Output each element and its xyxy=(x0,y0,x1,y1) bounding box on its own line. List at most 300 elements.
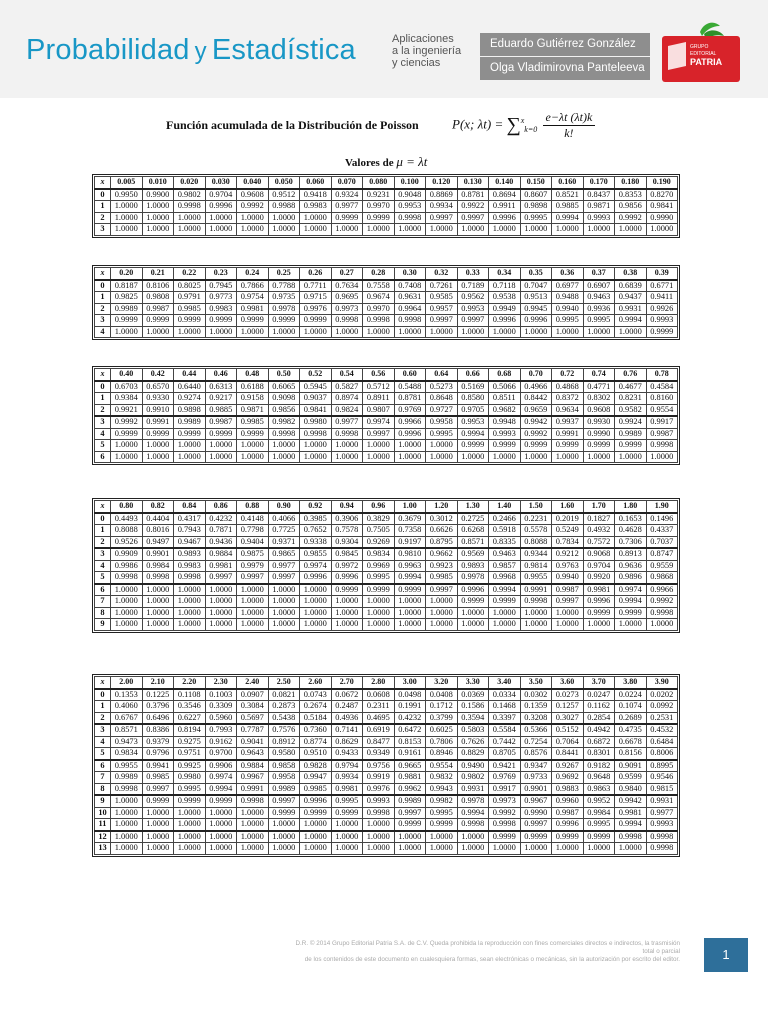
table-cell: 1.0000 xyxy=(205,451,237,463)
table-cell: 0.9304 xyxy=(331,536,363,548)
table-cell: 0.9922 xyxy=(457,201,489,213)
row-label: 9 xyxy=(95,795,111,807)
table-cell: 0.9554 xyxy=(646,404,678,416)
table-cell: 0.9998 xyxy=(489,819,521,831)
table-cell: 0.8781 xyxy=(394,393,426,405)
table-cell: 0.4066 xyxy=(268,513,300,525)
table-cell: 0.8576 xyxy=(520,748,552,760)
table-row xyxy=(95,381,678,393)
table-cell: 0.9808 xyxy=(142,292,174,304)
table-cell: 0.8270 xyxy=(646,189,678,201)
column-header: 0.50 xyxy=(268,369,300,381)
table-cell: 1.0000 xyxy=(142,201,174,213)
table-cell: 1.0000 xyxy=(205,584,237,596)
table-cell: 0.9999 xyxy=(268,807,300,819)
formula-fraction xyxy=(543,110,596,141)
table-cell: 0.9990 xyxy=(646,212,678,224)
table-cell: 0.8648 xyxy=(426,393,458,405)
table-cell: 0.8088 xyxy=(520,536,552,548)
table-cell: 0.6227 xyxy=(174,712,206,724)
table-cell: 0.9692 xyxy=(552,772,584,784)
column-header: 0.37 xyxy=(583,268,615,280)
table-cell: 0.9884 xyxy=(205,548,237,560)
table-cell: 0.9981 xyxy=(583,584,615,596)
table-cell: 0.9996 xyxy=(300,572,332,584)
table-cell: 1.0000 xyxy=(205,212,237,224)
column-header: 0.070 xyxy=(331,177,363,189)
row-label: 10 xyxy=(95,807,111,819)
table-cell: 0.9957 xyxy=(426,303,458,315)
table-row xyxy=(95,315,678,327)
table-cell: 0.9985 xyxy=(300,783,332,795)
table-cell: 0.9885 xyxy=(552,201,584,213)
table-cell: 0.9926 xyxy=(646,303,678,315)
table-cell: 0.8580 xyxy=(457,393,489,405)
table-cell: 0.9865 xyxy=(268,548,300,560)
table-cell: 0.6767 xyxy=(111,712,143,724)
column-header: 0.74 xyxy=(583,369,615,381)
row-label: 11 xyxy=(95,819,111,831)
table-cell: 0.3397 xyxy=(489,712,521,724)
column-header: 0.060 xyxy=(300,177,332,189)
table-cell: 0.9754 xyxy=(237,292,269,304)
table-cell: 0.9999 xyxy=(489,596,521,608)
table-cell: 0.0202 xyxy=(646,689,678,701)
table-cell: 0.9538 xyxy=(489,292,521,304)
table-cell: 0.9931 xyxy=(615,303,647,315)
column-header: 0.86 xyxy=(205,501,237,513)
column-header: 0.54 xyxy=(331,369,363,381)
table-cell: 0.9231 xyxy=(363,189,395,201)
table-row xyxy=(95,760,678,772)
table-cell: 0.9599 xyxy=(615,772,647,784)
table-cell: 0.9998 xyxy=(457,819,489,831)
table-cell: 0.9945 xyxy=(520,303,552,315)
table-cell: 1.0000 xyxy=(174,212,206,224)
table-cell: 0.9636 xyxy=(615,560,647,572)
table-cell: 0.0672 xyxy=(331,689,363,701)
table-cell: 1.0000 xyxy=(205,619,237,631)
values-label xyxy=(345,154,427,170)
table-cell: 0.8477 xyxy=(363,736,395,748)
table-cell: 1.0000 xyxy=(111,212,143,224)
table-cell: 0.6065 xyxy=(268,381,300,393)
table-cell: 1.0000 xyxy=(520,451,552,463)
table-cell: 0.9217 xyxy=(205,393,237,405)
table-cell: 0.9324 xyxy=(331,189,363,201)
table-cell: 1.0000 xyxy=(363,619,395,631)
table-cell: 1.0000 xyxy=(363,440,395,452)
table-cell: 0.7943 xyxy=(174,525,206,537)
column-header-x: x xyxy=(95,268,111,280)
table-row xyxy=(95,416,678,428)
table-cell: 1.0000 xyxy=(615,843,647,855)
table-cell: 1.0000 xyxy=(489,224,521,236)
table-cell: 0.9585 xyxy=(426,292,458,304)
table-cell: 0.5152 xyxy=(552,724,584,736)
table-cell: 0.6496 xyxy=(142,712,174,724)
table-cell: 0.9958 xyxy=(426,416,458,428)
table-cell: 1.0000 xyxy=(583,451,615,463)
page-number: 1 xyxy=(704,938,748,972)
table-cell: 0.6907 xyxy=(583,280,615,292)
table-cell: 1.0000 xyxy=(174,326,206,338)
table-cell: 1.0000 xyxy=(174,584,206,596)
table-cell: 0.8781 xyxy=(457,189,489,201)
table-cell: 1.0000 xyxy=(552,451,584,463)
table-cell: 0.5803 xyxy=(457,724,489,736)
table-cell: 0.7711 xyxy=(300,280,332,292)
table-cell: 0.9999 xyxy=(615,440,647,452)
table-cell: 1.0000 xyxy=(174,807,206,819)
table-cell: 0.9998 xyxy=(142,572,174,584)
column-header: 0.90 xyxy=(268,501,300,513)
table-cell: 0.8231 xyxy=(615,393,647,405)
table-cell: 1.0000 xyxy=(300,584,332,596)
table-cell: 1.0000 xyxy=(394,326,426,338)
table-cell: 1.0000 xyxy=(111,584,143,596)
table-cell: 0.0408 xyxy=(426,689,458,701)
table-cell: 0.9733 xyxy=(520,772,552,784)
table-cell: 0.9162 xyxy=(205,736,237,748)
table-row xyxy=(95,404,678,416)
table-cell: 1.0000 xyxy=(615,619,647,631)
table-cell: 0.8442 xyxy=(520,393,552,405)
table-cell: 1.0000 xyxy=(142,212,174,224)
column-header: 0.33 xyxy=(457,268,489,280)
table-cell: 1.0000 xyxy=(268,819,300,831)
table-cell: 1.0000 xyxy=(615,326,647,338)
table-cell: 0.8106 xyxy=(142,280,174,292)
table-cell: 0.8153 xyxy=(394,736,426,748)
table-cell: 1.0000 xyxy=(331,326,363,338)
author-2: Olga Vladimirovna Panteleeva xyxy=(480,57,650,80)
table-cell: 0.9763 xyxy=(552,560,584,572)
table-cell: 0.9868 xyxy=(646,572,678,584)
table-cell: 0.9985 xyxy=(142,772,174,784)
table-row xyxy=(95,701,678,713)
table-cell: 0.9996 xyxy=(394,428,426,440)
column-header: 0.38 xyxy=(615,268,647,280)
table-cell: 0.9834 xyxy=(111,748,143,760)
table-cell: 0.9995 xyxy=(583,819,615,831)
poisson-formula xyxy=(452,110,595,141)
table-cell: 0.0743 xyxy=(300,689,332,701)
table-cell: 0.9976 xyxy=(300,303,332,315)
table-cell: 1.0000 xyxy=(205,596,237,608)
table-cell: 0.7798 xyxy=(237,525,269,537)
table-cell: 0.9967 xyxy=(237,772,269,784)
table-cell: 0.9978 xyxy=(457,795,489,807)
table-cell: 1.0000 xyxy=(363,843,395,855)
book-subtitle xyxy=(392,33,461,69)
table-cell: 0.9977 xyxy=(268,560,300,572)
table-cell: 0.9997 xyxy=(520,819,552,831)
column-header: 0.22 xyxy=(174,268,206,280)
table-cell: 1.0000 xyxy=(268,224,300,236)
table-cell: 0.4060 xyxy=(111,701,143,713)
table-cell: 0.9841 xyxy=(646,201,678,213)
table-cell: 1.0000 xyxy=(426,224,458,236)
publisher-logo xyxy=(660,22,742,84)
table-cell: 0.1353 xyxy=(111,689,143,701)
table-cell: 1.0000 xyxy=(520,843,552,855)
column-header: 0.60 xyxy=(394,369,426,381)
table-cell: 0.9940 xyxy=(552,303,584,315)
table-cell: 0.9791 xyxy=(174,292,206,304)
table-cell: 0.9559 xyxy=(646,560,678,572)
table-cell: 0.9404 xyxy=(237,536,269,548)
table-cell: 0.9098 xyxy=(268,393,300,405)
table-cell: 0.9997 xyxy=(237,572,269,584)
table-cell: 1.0000 xyxy=(520,326,552,338)
table-cell: 1.0000 xyxy=(268,831,300,843)
table-row xyxy=(95,548,678,560)
table-cell: 1.0000 xyxy=(237,212,269,224)
column-header: 0.005 xyxy=(111,177,143,189)
table-cell: 0.8869 xyxy=(426,189,458,201)
table-cell: 0.7358 xyxy=(394,525,426,537)
table-cell: 0.9161 xyxy=(394,748,426,760)
table-cell: 1.0000 xyxy=(237,584,269,596)
table-cell: 0.7118 xyxy=(489,280,521,292)
table-cell: 1.0000 xyxy=(394,451,426,463)
table-cell: 0.9349 xyxy=(363,748,395,760)
table-cell: 0.9488 xyxy=(552,292,584,304)
column-header: 0.28 xyxy=(363,268,395,280)
table-cell: 0.0273 xyxy=(552,689,584,701)
table-cell: 0.8829 xyxy=(457,748,489,760)
column-header: 0.46 xyxy=(205,369,237,381)
table-cell: 0.9631 xyxy=(394,292,426,304)
table-cell: 0.9526 xyxy=(111,536,143,548)
formula-denominator: k! xyxy=(564,126,574,140)
table-cell: 0.9992 xyxy=(520,428,552,440)
table-cell: 1.0000 xyxy=(426,326,458,338)
table-cell: 1.0000 xyxy=(268,451,300,463)
table-cell: 0.9997 xyxy=(457,212,489,224)
table-cell: 0.9921 xyxy=(111,404,143,416)
table-cell: 0.5578 xyxy=(520,525,552,537)
table-cell: 0.9999 xyxy=(426,819,458,831)
table-cell: 0.9999 xyxy=(552,440,584,452)
row-label: 5 xyxy=(95,572,111,584)
table-cell: 0.9608 xyxy=(237,189,269,201)
table-cell: 0.9989 xyxy=(268,783,300,795)
table-cell: 1.0000 xyxy=(457,326,489,338)
table-cell: 0.9943 xyxy=(426,783,458,795)
table-cell: 1.0000 xyxy=(300,619,332,631)
table-cell: 1.0000 xyxy=(300,596,332,608)
table-cell: 0.9999 xyxy=(174,428,206,440)
table-cell: 0.9997 xyxy=(457,315,489,327)
table-cell: 1.0000 xyxy=(174,607,206,619)
table-cell: 0.1468 xyxy=(489,701,521,713)
table-row xyxy=(95,819,678,831)
table-cell: 0.9987 xyxy=(552,584,584,596)
table-row xyxy=(95,513,678,525)
column-header-x: x xyxy=(95,177,111,189)
table-cell: 0.4936 xyxy=(331,712,363,724)
table-row xyxy=(95,689,678,701)
table-cell: 0.4337 xyxy=(646,525,678,537)
table-cell: 0.9983 xyxy=(174,560,206,572)
table-cell: 0.9608 xyxy=(583,404,615,416)
row-label: 2 xyxy=(95,712,111,724)
table-cell: 0.9985 xyxy=(237,416,269,428)
column-header: 1.60 xyxy=(552,501,584,513)
table-cell: 1.0000 xyxy=(583,619,615,631)
table-cell: 0.8006 xyxy=(646,748,678,760)
table-cell: 0.9998 xyxy=(268,428,300,440)
table-cell: 0.9437 xyxy=(615,292,647,304)
column-header: 0.34 xyxy=(489,268,521,280)
table-cell: 0.1003 xyxy=(205,689,237,701)
table-cell: 0.9999 xyxy=(363,212,395,224)
table-cell: 0.1586 xyxy=(457,701,489,713)
table-cell: 1.0000 xyxy=(205,807,237,819)
table-cell: 1.0000 xyxy=(394,596,426,608)
table-cell: 0.3208 xyxy=(520,712,552,724)
table-cell: 0.9941 xyxy=(142,760,174,772)
table-cell: 0.9546 xyxy=(646,772,678,784)
table-cell: 0.9659 xyxy=(520,404,552,416)
table-cell: 0.9998 xyxy=(363,807,395,819)
table-cell: 0.9815 xyxy=(646,783,678,795)
table-cell: 0.9999 xyxy=(583,831,615,843)
table-cell: 0.9665 xyxy=(394,760,426,772)
column-header: 0.170 xyxy=(583,177,615,189)
table-cell: 1.0000 xyxy=(237,831,269,843)
table-cell: 0.9582 xyxy=(615,404,647,416)
table-cell: 1.0000 xyxy=(268,440,300,452)
table-cell: 0.9274 xyxy=(174,393,206,405)
table-cell: 1.0000 xyxy=(142,326,174,338)
table-cell: 0.9993 xyxy=(363,795,395,807)
sum-upper: x xyxy=(520,116,525,126)
table-cell: 0.9999 xyxy=(111,315,143,327)
table-cell: 0.3027 xyxy=(552,712,584,724)
table-cell: 0.9953 xyxy=(457,416,489,428)
table-row xyxy=(95,303,678,315)
column-header: 2.40 xyxy=(237,677,269,689)
column-header: 0.42 xyxy=(142,369,174,381)
row-label: 3 xyxy=(95,224,111,236)
table-row xyxy=(95,712,678,724)
column-header: 3.40 xyxy=(489,677,521,689)
table-cell: 0.1827 xyxy=(583,513,615,525)
table-cell: 0.8694 xyxy=(489,189,521,201)
table-cell: 0.9992 xyxy=(615,212,647,224)
table-cell: 0.8353 xyxy=(615,189,647,201)
table-cell: 0.8911 xyxy=(363,393,395,405)
table-cell: 0.4584 xyxy=(646,381,678,393)
table-cell: 0.5827 xyxy=(331,381,363,393)
table-cell: 0.2231 xyxy=(520,513,552,525)
table-cell: 0.9974 xyxy=(205,772,237,784)
table-cell: 0.9991 xyxy=(237,783,269,795)
table-cell: 0.3679 xyxy=(394,513,426,525)
column-header: 0.39 xyxy=(646,268,678,280)
table-cell: 1.0000 xyxy=(457,619,489,631)
table-cell: 0.0302 xyxy=(520,689,552,701)
table-cell: 0.9993 xyxy=(646,315,678,327)
table-cell: 1.0000 xyxy=(142,807,174,819)
table-cell: 0.9881 xyxy=(394,772,426,784)
table-cell: 0.9997 xyxy=(268,795,300,807)
table-cell: 0.5697 xyxy=(237,712,269,724)
table-cell: 0.2873 xyxy=(268,701,300,713)
table-cell: 0.9953 xyxy=(394,201,426,213)
column-header: 0.36 xyxy=(552,268,584,280)
table-cell: 0.6703 xyxy=(111,381,143,393)
table-cell: 1.0000 xyxy=(142,451,174,463)
table-cell: 0.6484 xyxy=(646,736,678,748)
brand-word-estadistica: Estadística xyxy=(211,34,356,66)
table-cell: 0.8016 xyxy=(142,525,174,537)
table-cell: 0.9807 xyxy=(363,404,395,416)
table-cell: 0.9863 xyxy=(583,783,615,795)
table-cell: 0.9947 xyxy=(300,772,332,784)
column-header: 0.66 xyxy=(457,369,489,381)
table-cell: 0.9834 xyxy=(363,548,395,560)
table-cell: 0.9999 xyxy=(615,607,647,619)
table-cell: 0.9978 xyxy=(268,303,300,315)
copyright-footer xyxy=(290,940,680,964)
table-cell: 0.4966 xyxy=(520,381,552,393)
table-cell: 0.9990 xyxy=(583,428,615,440)
column-header: 0.30 xyxy=(394,268,426,280)
table-cell: 1.0000 xyxy=(142,596,174,608)
table-cell: 0.7408 xyxy=(394,280,426,292)
table-cell: 0.4695 xyxy=(363,712,395,724)
table-cell: 0.8795 xyxy=(426,536,458,548)
table-cell: 0.0608 xyxy=(363,689,395,701)
table-cell: 0.8335 xyxy=(489,536,521,548)
table-cell: 0.5249 xyxy=(552,525,584,537)
poisson-table-3 xyxy=(92,366,680,465)
column-header: 3.20 xyxy=(426,677,458,689)
table-cell: 0.9467 xyxy=(174,536,206,548)
column-header: 2.80 xyxy=(363,677,395,689)
column-header: 0.96 xyxy=(363,501,395,513)
row-label: 4 xyxy=(95,326,111,338)
brand-title xyxy=(26,34,356,67)
column-header: 1.90 xyxy=(646,501,678,513)
table-cell: 0.1496 xyxy=(646,513,678,525)
table-cell: 0.9212 xyxy=(552,548,584,560)
table-cell: 0.9794 xyxy=(331,760,363,772)
column-header: 1.30 xyxy=(457,501,489,513)
table-cell: 0.9796 xyxy=(142,748,174,760)
table-cell: 1.0000 xyxy=(300,831,332,843)
table-cell: 0.9990 xyxy=(520,807,552,819)
table-cell: 0.6626 xyxy=(426,525,458,537)
page-title: Función acumulada de la Distribución de Poisson xyxy=(166,118,419,132)
column-header: 0.92 xyxy=(300,501,332,513)
column-header: 3.00 xyxy=(394,677,426,689)
table-cell: 1.0000 xyxy=(174,451,206,463)
table-cell: 0.9967 xyxy=(520,795,552,807)
column-header-x: x xyxy=(95,501,111,513)
table-row xyxy=(95,560,678,572)
table-cell: 0.9769 xyxy=(394,404,426,416)
table-cell: 1.0000 xyxy=(331,607,363,619)
table-row xyxy=(95,212,678,224)
table-header-row xyxy=(95,369,678,381)
table-cell: 1.0000 xyxy=(237,440,269,452)
table-cell: 0.9940 xyxy=(552,572,584,584)
